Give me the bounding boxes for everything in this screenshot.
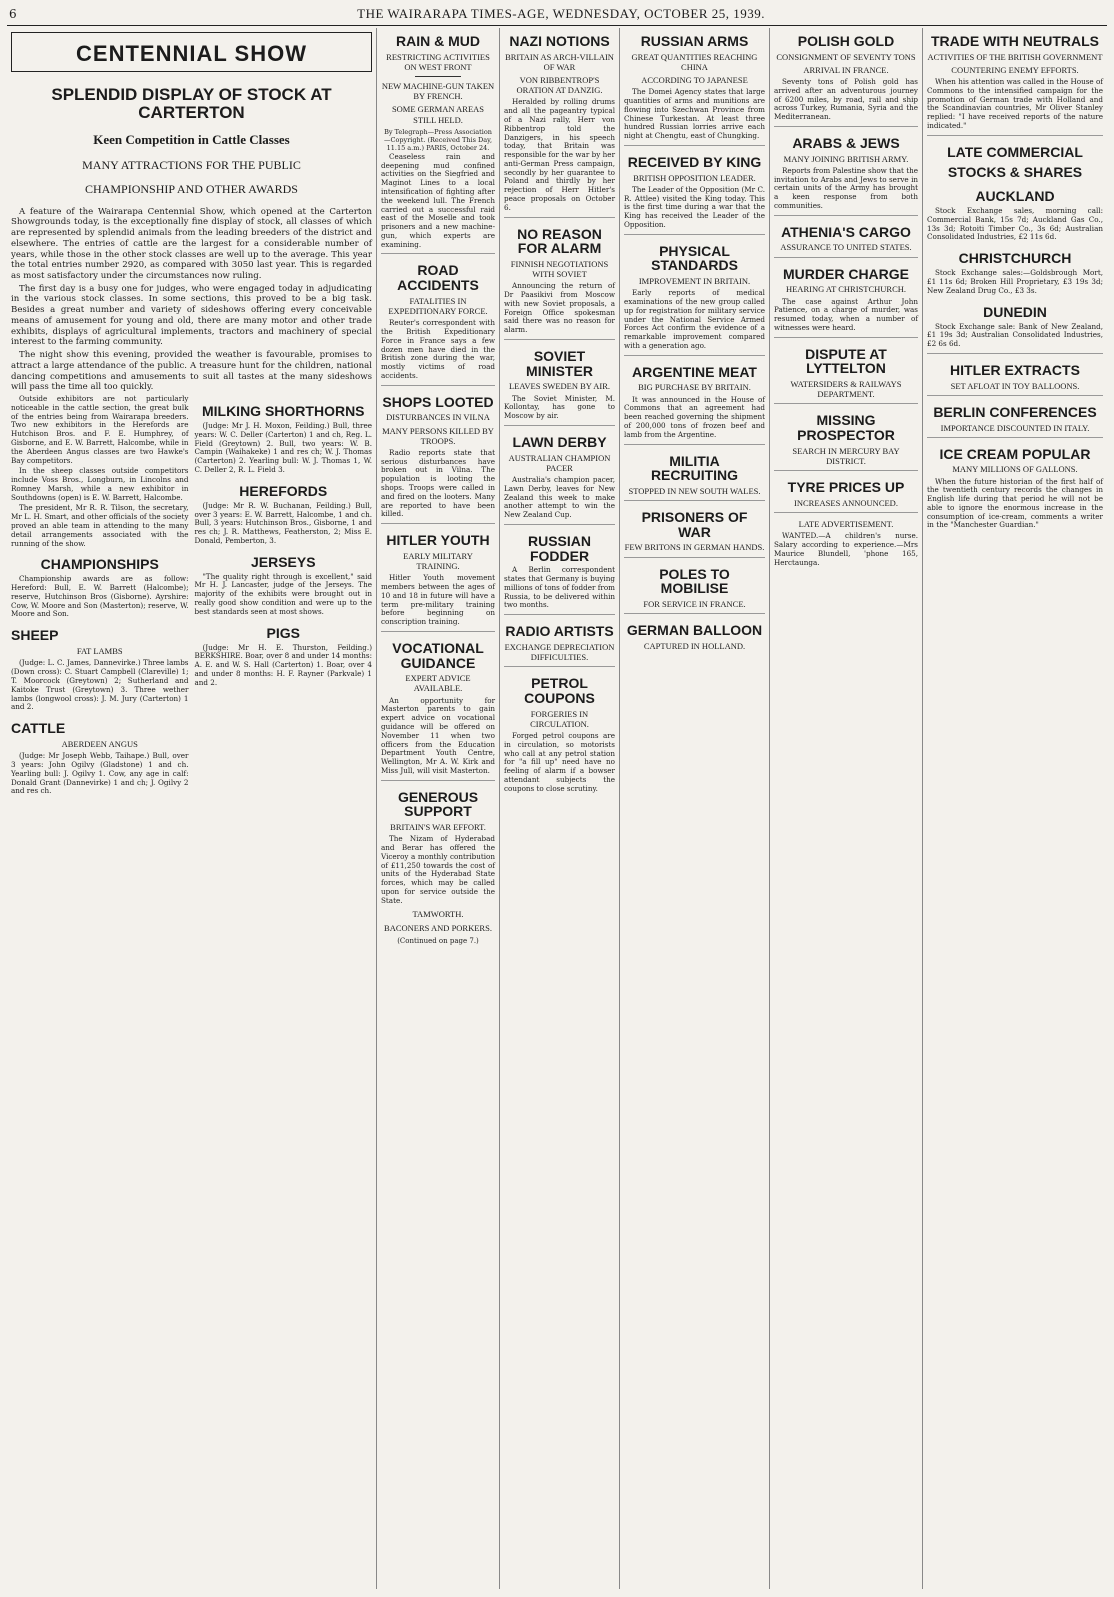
phys-text: Early reports of medical examinations of the new group called up for registration for military service under the National Service Armed Forces Act confirm the evidence of a remarkable improvement compared with a generation ago.	[624, 288, 765, 350]
column-2	[377, 28, 500, 1589]
centennial-sub4: CHAMPIONSHIP AND OTHER AWARDS	[85, 182, 298, 197]
king-sub: BRITISH OPPOSITION LEADER.	[633, 172, 756, 183]
newspaper-page	[7, 4, 1107, 1589]
murder-charge-story	[774, 257, 918, 333]
nazi-notions-story	[504, 34, 615, 213]
pow-headline: PRISONERS OF WAR	[641, 509, 748, 540]
championships-text: Championship awards are as follow: Hereford: Bull, E. W. Barrett (Halcombe); reserve, Hutchinson Bros (Gisborne). Ayrshire: Cow, W. Moore and Son (Masterton); reserve, W. Moore and Son.	[11, 574, 189, 619]
tyre-prices-story	[774, 470, 918, 508]
angus-text: (Judge: Mr Joseph Webb, Taihape.) Bull, over 3 years: John Ogilvy (Gladstone) 1 and ch. Yearling bull: J. Ogilvy 1. Cow, any age in calf: Donald Grant (Dannevirke) 1 and ch; J. Ogilvy 2 and res ch.	[11, 751, 189, 796]
commercial-headline: LATE COMMERCIAL	[947, 143, 1083, 160]
baconers-heading: BACONERS AND PORKERS.	[384, 922, 492, 933]
militia-sub: STOPPED IN NEW SOUTH WALES.	[628, 485, 761, 496]
tyre-headline: TYRE PRICES UP	[787, 479, 905, 496]
missing-headline: MISSING PROSPECTOR	[797, 412, 895, 444]
poles-sub: FOR SERVICE IN FRANCE.	[643, 599, 746, 610]
nazi-headline: NAZI NOTIONS	[509, 33, 610, 49]
lawn-text: Australia's champion pacer, Lawn Derby, leaves for New Zealand this week to make another attempt to win the New Zealand Cup.	[504, 475, 615, 520]
dunedin-text: Stock Exchange sale: Bank of New Zealand, £1 19s 3d; Australian Consolidated Industries, £2 6s 6d.	[927, 321, 1103, 349]
dunedin-heading: DUNEDIN	[983, 303, 1047, 320]
no-reason-alarm-story	[504, 217, 615, 335]
rain-sub3: SOME GERMAN AREAS STILL HELD.	[391, 104, 485, 125]
centennial-dek: Keen Competition in Cattle Classes	[93, 131, 290, 147]
stocks-headline: STOCKS & SHARES	[947, 164, 1083, 181]
physical-standards-story	[624, 234, 765, 351]
page-number: 6	[9, 7, 18, 21]
sheep-heading: SHEEP	[11, 627, 59, 644]
column-6	[923, 28, 1107, 1589]
road-text: Reuter's correspondent with the British Expeditionary Force in France says a few dozen men have died in the British zone during the war, mostly victims of road accidents.	[381, 318, 495, 380]
vocational-headline: VOCATIONAL GUIDANCE	[392, 639, 484, 671]
lead-paragraph: The night show this evening, provided the weather is favourable, promises to attract a large attendance of the public. A treasure hunt for the children, national dancing competitions and amusements to suit all tastes at the many sideshows will pass the time all too quickly.	[11, 350, 372, 393]
russian-arms-story	[624, 34, 765, 141]
soviet-text: The Soviet Minister, M. Kollontay, has gone to Moscow by air.	[504, 393, 615, 421]
berlin-sub: IMPORTANCE DISCOUNTED IN ITALY.	[940, 422, 1090, 433]
centennial-show-column	[7, 28, 377, 1589]
hitler-youth-headline: HITLER YOUTH	[386, 532, 490, 549]
militia-story	[624, 444, 765, 497]
tamworth-heading: TAMWORTH.	[412, 909, 464, 920]
rain-credit: By Telegraph—Press Association—Copyright. (Received This Day, 11.15 a.m.) PARIS, October 24.	[383, 127, 493, 152]
vocational-story	[381, 631, 495, 776]
soviet-minister-story	[504, 339, 615, 421]
columns	[7, 28, 1107, 1589]
balloon-sub: CAPTURED IN HOLLAND.	[643, 640, 746, 651]
poles-headline: POLES TO MOBILISE	[659, 565, 730, 597]
rain-sub2: NEW MACHINE-GUN TAKEN BY FRENCH.	[381, 81, 495, 102]
road-headline: ROAD ACCIDENTS	[397, 262, 479, 294]
murder-headline: MURDER CHARGE	[783, 265, 909, 282]
centennial-headline-box	[11, 32, 372, 72]
soviet-headline: SOVIET MINISTER	[526, 348, 593, 379]
column-5	[770, 28, 923, 1589]
gold-text: Seventy tons of Polish gold has arrived after an adventurous journey of 6200 miles, by road, rail and ship across Turkey, Rumania, Syria and the Mediterranean.	[774, 77, 918, 122]
hitler-extracts-story	[927, 353, 1103, 391]
lead-paragraph: A feature of the Wairarapa Centennial Show, which opened at the Carterton Showgrounds today, is the exceptionally fine display of stock, all classes of which are represented by splendid animals from the leading breeders of the district and elsewhere. The entries of cattle are the largest for a considerable number of years, while those in the other stock classes are well up to the average. This year the total entries number 2920, as compared with 3050 last year. This is regarded as most satisfactory under the circumstances now ruling.	[11, 206, 372, 281]
petrol-headline: PETROL COUPONS	[524, 675, 595, 706]
arms-text: The Domei Agency states that large quantities of arms and munitions are flowing into Szechwan Province from Chinese Turkestan. At least three hundred Russian lorries arrive each night at Chengtu, east of Chungking.	[624, 87, 765, 141]
milking-text: (Judge: Mr J. H. Moxon, Feilding.) Bull, three years: W. C. Deller (Carterton) 1 and ch, Reg. L. Field (Greytown) 2. Bull, two years: W. B. Campin (Waihakeke) 1 and res ch; W. J. Thomas (Carterton) 2. Yearling bull: W. J. Thomas 1, W. C. Deller 2, R. L. Field 3.	[194, 421, 372, 474]
centennial-headline: CENTENNIAL SHOW	[76, 41, 307, 66]
masthead	[7, 4, 1107, 26]
petrol-text: Forged petrol coupons are in circulation, so motorists who call at any petrol station for "a fill up" need have no feeling of alarm if a bowser attendant subjects the coupons to close scrutiny.	[504, 731, 615, 793]
trade-sub1: ACTIVITIES OF THE BRITISH GOVERNMENT	[927, 51, 1103, 62]
nazi-sub2: VON RIBBENTROP'S ORATION AT DANZIG.	[516, 75, 603, 96]
pow-sub: FEW BRITONS IN GERMAN HANDS.	[624, 542, 765, 553]
nazi-sub1: BRITAIN AS ARCH-VILLAIN OF WAR	[505, 51, 614, 72]
trade-text: When his attention was called in the House of Commons to the intensified campaign for the promotion of German trade with Holland and the Scandinavian countries, Mr Oliver Stanley replied: "I have received reports of the nature indicated."	[927, 77, 1103, 130]
gold-sub1: CONSIGNMENT OF SEVENTY TONS	[776, 51, 916, 62]
ice-cream-story	[927, 437, 1103, 531]
divider	[415, 76, 461, 77]
athenia-story	[774, 215, 918, 253]
petrol-sub: FORGERIES IN CIRCULATION.	[530, 708, 589, 729]
lawn-headline: LAWN DERBY	[512, 433, 607, 450]
trade-neutrals-story	[927, 34, 1103, 131]
rain-sub1: RESTRICTING ACTIVITIES ON WEST FRONT	[386, 51, 490, 72]
generous-headline: GENEROUS SUPPORT	[397, 788, 479, 820]
phys-headline: PHYSICAL STANDARDS	[651, 242, 738, 274]
king-text: The Leader of the Opposition (Mr C. R. Attlee) visited the King today. This is the first time during a war that the King has received the Leader of the Opposition.	[624, 184, 765, 229]
body-paragraph: In the sheep classes outside competitors include Voss Bros., Longburn, in Lincolns and Romney Marsh, while a new exhibitor in Southdowns (open) is E. W. Barrett, Halcombe.	[11, 466, 189, 502]
phys-sub: IMPROVEMENT IN BRITAIN.	[638, 276, 751, 287]
radio-headline: RADIO ARTISTS	[505, 623, 614, 640]
auckland-text: Stock Exchange sales, morning call: Commercial Bank, 15s 7d; Auckland Gas Co., 13s 3d; Rotoiti Timber Co., 3s 6d; Australian Consolidated Industries, £2 11s 6d.	[927, 206, 1103, 242]
alarm-sub: FINNISH NEGOTIATIONS WITH SOVIET	[510, 258, 609, 280]
pigs-heading: PIGS	[266, 624, 300, 641]
shops-sub1: DISTURBANCES IN VILNA	[386, 412, 490, 423]
king-headline: RECEIVED BY KING	[627, 153, 762, 170]
radio-sub: EXCHANGE DEPRECIATION DIFFICULTIES.	[504, 641, 615, 663]
fodder-text: A Berlin correspondent states that Germany is buying millions of tons of fodder from Russia, to be delivered within two months.	[504, 565, 615, 610]
athenia-sub: ASSURANCE TO UNITED STATES.	[780, 242, 912, 253]
shops-headline: SHOPS LOOTED	[382, 393, 494, 410]
rain-text: Ceaseless rain and deepening mud confined activities on the Siegfried and Maginot Lines to a local intensification of fighting after the weekend lull. The French carried out a successful raid east of the Moselle and took prisoners and a new machine-gun, which experts are examining.	[381, 151, 495, 249]
icecream-text: When the future historian of the first half of the twentieth century records the changes in English life during that period he will not be able to ignore the enormous increase in the consumption of ice-cream, comments a writer in the "Manchester Guardian."	[927, 476, 1103, 530]
dispute-story	[774, 337, 918, 400]
generous-text: The Nizam of Hyderabad and Berar has offered the Viceroy a monthly contribution of £11,250 towards the cost of units of the Hyderabad State forces, which may be called upon for service outside the State.	[381, 834, 495, 905]
vocational-text: An opportunity for Masterton parents to gain expert advice on vocational guidance will be offered on November 11 when two officers from the Education Department Youth Centre, Wellington, Mr A. W. Kirk and Miss Jull, will visit Masterton.	[381, 695, 495, 775]
vocational-sub: EXPERT ADVICE AVAILABLE.	[405, 673, 471, 694]
centennial-subcolumn-left	[11, 395, 189, 798]
hitler-youth-story	[381, 523, 495, 627]
championships-heading: CHAMPIONSHIPS	[40, 556, 159, 573]
arabs-jews-story	[774, 126, 918, 211]
missing-prospector-story	[774, 403, 918, 466]
icecream-sub: MANY MILLIONS OF GALLONS.	[952, 464, 1078, 475]
petrol-coupons-story	[504, 666, 615, 793]
hitler-youth-text: Hitler Youth movement members between the ages of 10 and 18 in future will have a term pre-military training before beginning on conscription training.	[381, 573, 495, 627]
road-accidents-story	[381, 253, 495, 380]
soviet-sub: LEAVES SWEDEN BY AIR.	[508, 381, 611, 392]
murder-text: The case against Arthur John Patience, on a charge of murder, was resumed today, when a number of witnesses were heard.	[774, 296, 918, 332]
argentine-meat-story	[624, 355, 765, 440]
shops-sub2: MANY PERSONS KILLED BY TROOPS.	[382, 425, 494, 446]
column-4	[620, 28, 770, 1589]
generous-sub: BRITAIN'S WAR EFFORT.	[390, 822, 486, 833]
hitler-extracts-headline: HITLER EXTRACTS	[950, 361, 1080, 378]
late-advertisement	[774, 512, 918, 567]
fat-lambs-heading: FAT LAMBS	[76, 646, 123, 657]
missing-sub: SEARCH IN MERCURY BAY DISTRICT.	[792, 445, 900, 466]
late-commercial	[927, 135, 1103, 349]
continued-note: (Continued on page 7.)	[397, 936, 479, 945]
polish-gold-story	[774, 34, 918, 122]
alarm-text: Announcing the return of Dr Paasikivi from Moscow with new Soviet proposals, a Foreign Office spokesman said there was no reason for alarm.	[504, 281, 615, 335]
hitler-youth-sub: EARLY MILITARY TRAINING.	[403, 550, 473, 571]
meat-headline: ARGENTINE MEAT	[632, 363, 757, 380]
meat-sub: BIG PURCHASE BY BRITAIN.	[638, 382, 751, 393]
body-paragraph: The president, Mr R. R. Tilson, the secretary, Mr L. H. Smart, and other officials of the society proved an able team in attending to the many detail arrangements associated with the running of the show.	[11, 503, 189, 548]
nazi-text: Heralded by rolling drums and all the pageantry typical of a Nazi rally, Herr von Ribbentrop told the Danzigers, in his speech today, that Britain was responsible for the war by her anti-German Press campaign, secondly by her guarantee to Poland and thirdly by her rejection of Herr Hitler's peace proposals on October 6.	[504, 97, 615, 212]
lawn-derby-story	[504, 425, 615, 520]
road-sub: FATALITIES IN EXPEDITIONARY FORCE.	[388, 295, 488, 316]
poles-story	[624, 557, 765, 610]
icecream-headline: ICE CREAM POPULAR	[939, 445, 1091, 462]
arabs-text: Reports from Palestine show that the invitation to Arabs and Jews to serve in certain units of the Army has brought a keen response from both communities.	[774, 165, 918, 210]
centennial-subcolumns	[11, 395, 372, 798]
trade-sub2: COUNTERING ENEMY EFFORTS.	[951, 64, 1079, 75]
received-by-king-story	[624, 145, 765, 230]
balloon-headline: GERMAN BALLOON	[626, 622, 763, 639]
centennial-sub3: MANY ATTRACTIONS FOR THE PUBLIC	[82, 157, 301, 172]
alarm-headline: NO REASON FOR ALARM	[517, 225, 602, 257]
cattle-heading: CATTLE	[11, 720, 66, 737]
gold-sub2: ARRIVAL IN FRANCE.	[803, 64, 889, 75]
christchurch-heading: CHRISTCHURCH	[958, 250, 1072, 267]
arabs-sub: MANY JOINING BRITISH ARMY.	[783, 153, 909, 164]
radio-artists-story	[504, 614, 615, 662]
lead-paragraph: The first day is a busy one for judges, who were engaged today in adjudicating in the various stock classes. In some sections, this proved to be a big task. Besides a great number and variety of sideshows offering every conceivable means of amusement for young and old, there are many motor and other trade exhibits, displays of agricultural implements, tractors and machinery of special interest to the farming community.	[11, 283, 372, 348]
column-3	[500, 28, 620, 1589]
meat-text: It was announced in the House of Commons that an agreement had been reached governing the shipment of 200,000 tons of frozen beef and lamb from the Argentine.	[624, 394, 765, 439]
german-balloon-story	[624, 613, 765, 651]
athenia-headline: ATHENIA'S CARGO	[781, 223, 911, 240]
lawn-sub: AUSTRALIAN CHAMPION PACER	[508, 452, 611, 473]
rain-headline: RAIN & MUD	[396, 33, 480, 49]
masthead-title: THE WAIRARAPA TIMES-AGE, WEDNESDAY, OCTOBER 25, 1939.	[357, 6, 765, 21]
trade-headline: TRADE WITH NEUTRALS	[931, 33, 1099, 49]
arms-sub1: GREAT QUANTITIES REACHING CHINA	[631, 51, 758, 72]
arms-sub2: ACCORDING TO JAPANESE	[641, 75, 748, 86]
arabs-headline: ARABS & JEWS	[792, 134, 900, 151]
herefords-heading: HEREFORDS	[239, 482, 328, 499]
fat-lambs-text: (Judge: L. C. James, Dannevirke.) Three lambs (Down cross): C. Stuart Campbell (Clareville) 1; T. Moorcock (Greytown) 2; Sutherland and Kaitoke Trust (Greytown) 3. Three wether lambs (longwool cross): J. M. Jury (Carterton) 1 and 2.	[11, 658, 189, 712]
herefords-text: (Judge: Mr R. W. Buchanan, Feilding.) Bull, over 3 years: E. W. Barrett, Halcombe, 1 and ch. Bull, 3 years: Hutchinson Bros., Gisborne, 1 and res ch; J. R. Matthews, Featherston, 2; Miss E. Donald, Pemberton, 3.	[194, 500, 372, 545]
prisoners-story	[624, 500, 765, 553]
berlin-conferences-story	[927, 395, 1103, 433]
berlin-headline: BERLIN CONFERENCES	[933, 403, 1097, 420]
fodder-headline: RUSSIAN FODDER	[527, 532, 591, 564]
arms-headline: RUSSIAN ARMS	[640, 33, 749, 49]
advert-text: WANTED.—A children's nurse. Salary according to experience.—Mrs Maurice Blundell, 'phone 165, Herctaunga.	[774, 531, 918, 567]
centennial-subheadline: SPLENDID DISPLAY OF STOCK AT CARTERTON	[51, 85, 332, 122]
militia-headline: MILITIA RECRUITING	[650, 452, 739, 484]
dispute-headline: DISPUTE AT LYTTELTON	[805, 345, 887, 377]
body-paragraph: Outside exhibitors are not particularly noticeable in the cattle section, the great bulk of the entries being from Wairarapa breeders. Two new exhibitors in the Herefords are Hutchison Bros. and F. E. Humphrey, of Gisborne, and E. W. Barrett, Halcombe, while in the Aberdeen Angus classes are two Hawke's Bay competitors.	[11, 394, 189, 465]
jerseys-text: "The quality right through is excellent," said Mr H. J. Lancaster, judge of the Jerseys. The majority of the exhibits were brought out in really good show condition and were up to the best standards seen at most shows.	[194, 571, 372, 616]
shops-text: Radio reports state that serious disturbances have broken out in Vilna. The population is looting the shops. Troops were called in and fired on the looters. Many are reported to have been killed.	[381, 447, 495, 519]
murder-sub: HEARING AT CHRISTCHURCH.	[785, 284, 907, 295]
advert-heading: LATE ADVERTISEMENT.	[798, 519, 894, 529]
angus-heading: ABERDEEN ANGUS	[61, 739, 138, 750]
centennial-subcolumn-right	[195, 395, 373, 798]
russian-fodder-story	[504, 524, 615, 610]
milking-heading: MILKING SHORTHORNS	[201, 403, 365, 420]
jerseys-heading: JERSEYS	[250, 553, 316, 570]
tyre-sub: INCREASES ANNOUNCED.	[794, 497, 898, 508]
generous-support-story	[381, 780, 495, 906]
centennial-lead	[11, 207, 372, 393]
rain-mud-story	[381, 34, 495, 249]
shops-looted-story	[381, 385, 495, 520]
dispute-sub: WATERSIDERS & RAILWAYS DEPARTMENT.	[790, 379, 902, 400]
gold-headline: POLISH GOLD	[797, 33, 895, 49]
auckland-heading: AUCKLAND	[975, 188, 1055, 205]
hitler-extracts-sub: SET AFLOAT IN TOY BALLOONS.	[950, 380, 1080, 391]
christchurch-text: Stock Exchange sales:—Goldsbrough Mort, £1 11s 6d; Broken Hill Proprietary, £3 19s 3d; New Zealand Drug Co., £3 3s.	[927, 268, 1103, 295]
pigs-text: (Judge: Mr H. E. Thurston, Feilding.) BERKSHIRE. Boar, over 8 and under 14 months: A. E. and W. S. Hall (Carterton) 1. Boar, over 4 and under 8 months: H. F. Rayner (Parkvale) 1 and 2.	[194, 642, 372, 687]
